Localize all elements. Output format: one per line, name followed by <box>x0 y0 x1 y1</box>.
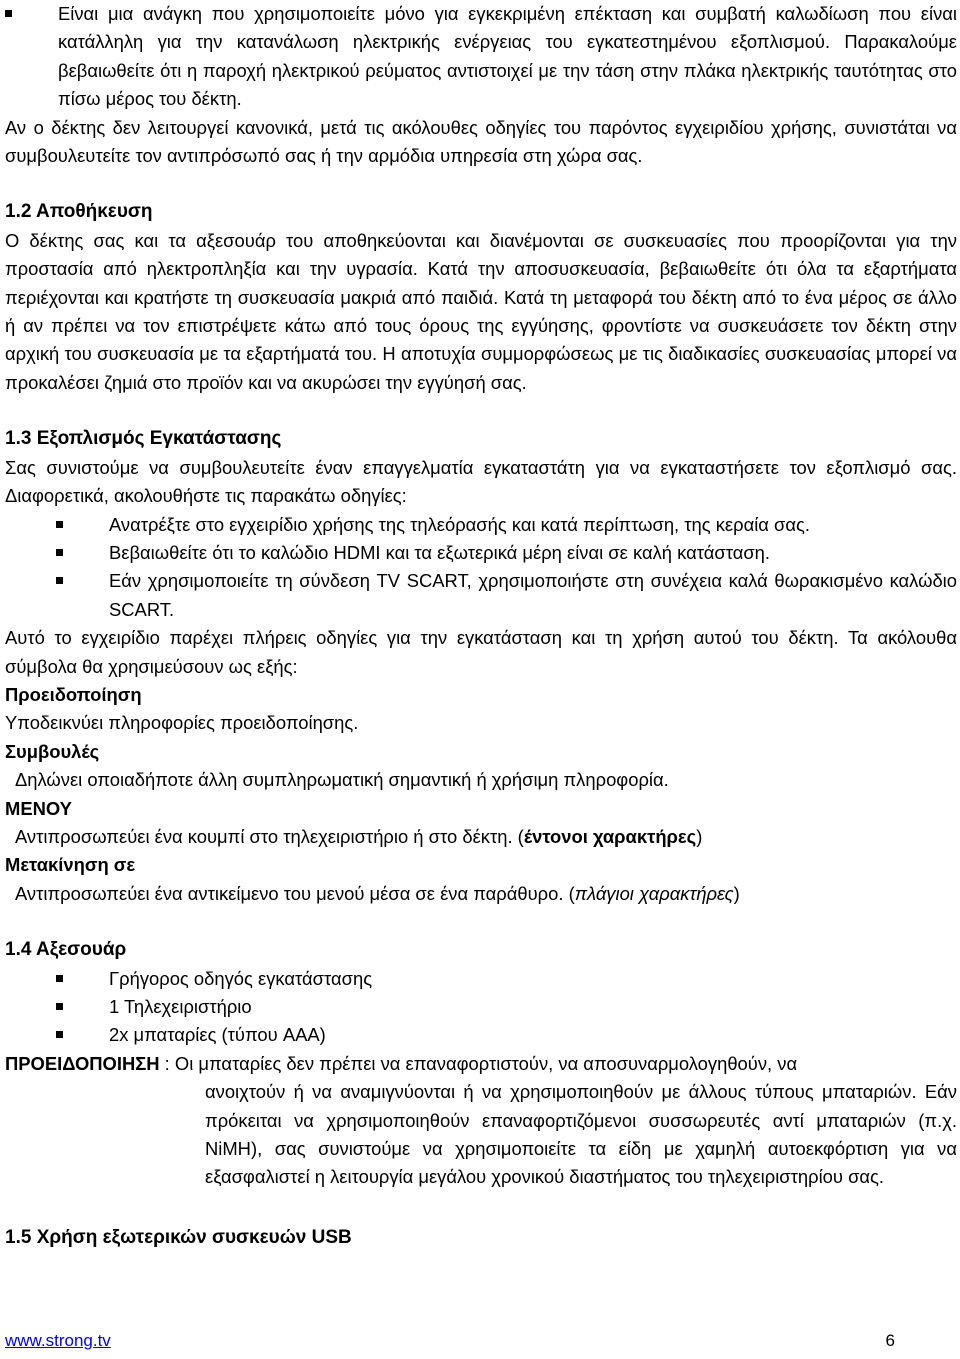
list-item <box>5 539 957 567</box>
term-tips-desc: Δηλώνει οποιαδήποτε άλλη συμπληρωματική σημαντική ή χρήσιμη πληροφορία. <box>15 769 669 791</box>
warning-label: ΠΡΟΕΙΔΟΠΟΙΗΣΗ <box>5 1052 160 1074</box>
square-bullet-icon <box>56 1003 63 1010</box>
section-heading-accessories: 1.4 Αξεσουάρ <box>5 939 127 961</box>
storage-paragraph: Ο δέκτης σας και τα αξεσουάρ του αποθηκεύονται και διανέμονται σε συσκευασίες που προορίζονται για την προστασία από ηλεκτροπληξία και την υγρασία. Κατά την αποσυσκευασία, βεβαιωθείτε ότι όλα τα εξαρτήματα περιέχονται και κρατήστε τη συσκευασία μακριά από παιδιά. Κατά τη μεταφορά του δέκτη από το ένα μέρος σε άλλο ή αν πρέπει να τον επιστρέψετε κάτω από τους όρους της εγγύησης, φροντίστε να συσκευάσετε τον δέκτη στην αρχική του συσκευασία με τα εξαρτήματά του. Η αποτυχία συμμορφώσεως με τις διαδικασίες συσκευασίας μπορεί να προκαλέσει ζημιά στο προϊόν και να ακυρώσει την εγγύησή σας. <box>5 229 957 393</box>
list-item <box>5 0 957 114</box>
warning-text-continued: ανοιχτούν ή να αναμιγνύονται ή να χρησιμοποιηθούν με άλλους τύπους μπαταριών. Εάν πρόκειται να χρησιμοποιηθούν επαναφορτιζόμενοι συσσωρευτές αντί μπαταριών (π.χ. NiMH), σας συνιστούμε να χρησιμοποιείτε τα είδη με χαμηλή αυτοεκφόρτιση για να εξασφαλιστεί η λειτουργία μεγάλου χρονικού διαστήματος του τηλεχειριστηρίου σας. <box>205 1081 957 1188</box>
page-number: 6 <box>885 1331 895 1350</box>
warning-text-start: Οι μπαταρίες δεν πρέπει να επαναφορτιστούν, να αποσυναρμολογηθούν, να <box>174 1052 798 1074</box>
term-move-to-desc-pre: Αντιπροσωπεύει ένα αντικείμενο του μενού μέσα σε ένα παράθυρο. ( <box>15 882 575 904</box>
term-menu: ΜΕΝΟΥ <box>5 797 72 819</box>
term-move-to-desc-post: ) <box>733 882 740 904</box>
list-item <box>5 511 957 539</box>
term-menu-desc-post: ) <box>696 825 703 847</box>
term-warning: Προειδοποίηση <box>5 683 142 705</box>
term-menu-desc <box>5 823 957 851</box>
term-warning-desc: Υποδεικνύει πληροφορίες προειδοποίησης. <box>5 712 359 734</box>
page-footer <box>5 1331 895 1351</box>
list-item <box>5 993 957 1021</box>
square-bullet-icon <box>56 549 63 556</box>
term-move-to: Μετακίνηση σε <box>5 854 136 876</box>
term-menu-desc-bold: έντονοι χαρακτήρες <box>523 825 697 847</box>
square-bullet-icon <box>56 577 63 584</box>
square-bullet-icon <box>5 10 12 17</box>
term-move-to-desc-italic: πλάγιοι χαρακτήρες <box>574 882 734 904</box>
list-item <box>5 965 957 993</box>
accessory-item: Γρήγορος οδηγός εγκατάστασης <box>109 967 373 989</box>
section-heading-installation: 1.3 Εξοπλισμός Εγκατάστασης <box>5 428 282 450</box>
website-link[interactable]: www.strong.tv <box>5 1331 111 1350</box>
warning-separator: : <box>159 1052 175 1074</box>
square-bullet-icon <box>56 521 63 528</box>
term-tips: Συμβουλές <box>5 740 100 762</box>
section-heading-usb: 1.5 Χρήση εξωτερικών συσκευών USB <box>5 1226 352 1248</box>
installation-bullet: Εάν χρησιμοποιείτε τη σύνδεση TV SCART, χρησιμοποιήστε στη συνέχεια καλά θωρακισμένο καλώδιο SCART. <box>109 570 957 620</box>
square-bullet-icon <box>56 975 63 982</box>
term-menu-desc-pre: Αντιπροσωπεύει ένα κουμπί στο τηλεχειριστήριο ή στο δέκτη. ( <box>15 825 524 847</box>
installation-bullet: Βεβαιωθείτε ότι το καλώδιο HDMI και τα εξωτερικά μέρη είναι σε καλή κατάσταση. <box>109 541 771 563</box>
warning-first-line <box>5 1050 957 1078</box>
term-move-to-desc <box>5 880 957 908</box>
installation-paragraph: Σας συνιστούμε να συμβουλευτείτε έναν επαγγελματία εγκαταστάτη για να εγκαταστήσετε τον εξοπλισμό σας. Διαφορετικά, ακολουθήστε τις παρακάτω οδηγίες: <box>5 456 957 507</box>
square-bullet-icon <box>56 1031 63 1038</box>
symbols-intro-paragraph: Αυτό το εγχειρίδιο παρέχει πλήρεις οδηγίες για την εγκατάσταση και τη χρήση αυτού του δέκτη. Τα ακόλουθα σύμβολα θα χρησιμεύσουν ως εξής: <box>5 627 957 677</box>
section-heading-storage: 1.2 Αποθήκευση <box>5 201 153 223</box>
installation-bullet: Ανατρέξτε στο εγχειρίδιο χρήσης της τηλεόρασής και κατά περίπτωση, της κεραία σας. <box>109 513 811 535</box>
intro-paragraph: Αν ο δέκτης δεν λειτουργεί κανονικά, μετά τις ακόλουθες οδηγίες του παρόντος εγχειριδίου χρήσης, συνιστάται να συμβουλευτείτε τον αντιπρόσωπό σας ή την αρμόδια υπηρεσία στη χώρα σας. <box>5 116 957 167</box>
intro-bullet-text: Είναι μια ανάγκη που χρησιμοποιείτε μόνο για εγκεκριμένη επέκταση και συμβατή καλωδίωση που είναι κατάλληλη για την κατανάλωση ηλεκτρικής ενέργειας του εγκατεστημένου εξοπλισμού. Παρακαλούμε βεβαιωθείτε ότι η παροχή ηλεκτρικού ρεύματος αντιστοιχεί με την τάση στην πλάκα ηλεκτρικής ταυτότητας στο πίσω μέρος του δέκτη. <box>58 3 957 110</box>
accessory-item: 1 Τηλεχειριστήριο <box>109 996 252 1017</box>
accessory-item: 2x μπαταρίες (τύπου AAA) <box>109 1024 326 1046</box>
list-item <box>5 1021 957 1049</box>
document-page <box>5 0 957 1252</box>
list-item <box>5 567 957 624</box>
